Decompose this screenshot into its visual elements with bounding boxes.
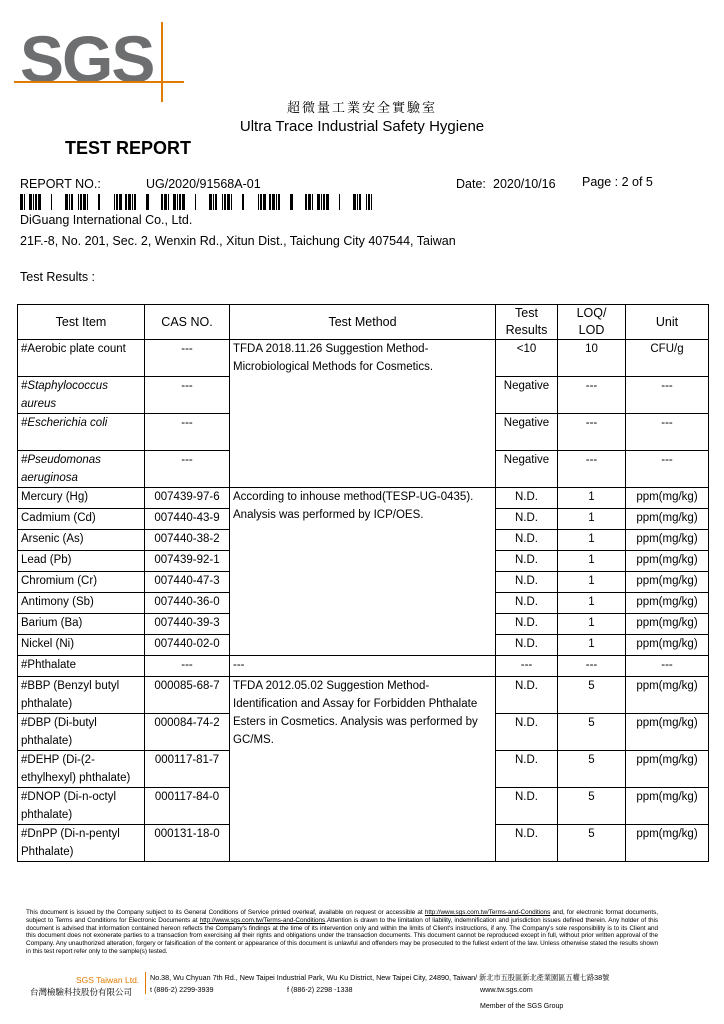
barcode-bar bbox=[357, 194, 358, 210]
cas-cell: 007440-43-9 bbox=[145, 509, 230, 530]
barcode-bar bbox=[24, 194, 25, 210]
barcode-bar bbox=[312, 194, 313, 210]
unit-cell: ppm(mg/kg) bbox=[626, 635, 709, 656]
barcode-bar bbox=[173, 194, 176, 210]
result-cell: N.D. bbox=[496, 714, 558, 751]
barcode-bar bbox=[35, 194, 37, 210]
barcode-bar bbox=[33, 194, 34, 210]
loq-cell: 1 bbox=[558, 593, 626, 614]
barcode-bar bbox=[263, 194, 266, 210]
barcode-bar bbox=[222, 194, 223, 210]
barcode-bar bbox=[116, 194, 118, 210]
unit-cell: --- bbox=[626, 414, 709, 451]
unit-cell: --- bbox=[626, 377, 709, 414]
unit-cell: ppm(mg/kg) bbox=[626, 788, 709, 825]
header-test-method: Test Method bbox=[230, 305, 496, 340]
unit-cell: ppm(mg/kg) bbox=[626, 825, 709, 862]
result-cell: <10 bbox=[496, 340, 558, 377]
method-cell: --- bbox=[230, 656, 496, 677]
company-name: DiGuang International Co., Ltd. bbox=[20, 213, 193, 227]
method-cell: TFDA 2012.05.02 Suggestion Method-Identification and Assay for Forbidden Phthalate Esters in Cosmetics. Analysis was performed by GC/MS. bbox=[230, 677, 496, 862]
lab-name-cn: 超微量工業安全實驗室 bbox=[286, 101, 437, 116]
result-cell: N.D. bbox=[496, 825, 558, 862]
footer-website[interactable]: www.tw.sgs.com bbox=[480, 985, 533, 994]
loq-cell: --- bbox=[558, 377, 626, 414]
barcode-bar bbox=[278, 194, 280, 210]
barcode-bar bbox=[321, 194, 322, 210]
barcode-bar bbox=[317, 194, 320, 210]
loq-cell: 5 bbox=[558, 825, 626, 862]
item-cell: Cadmium (Cd) bbox=[18, 509, 145, 530]
result-cell: N.D. bbox=[496, 788, 558, 825]
cas-cell: 007440-38-2 bbox=[145, 530, 230, 551]
electronic-terms-link[interactable]: http://www.sgs.com.tw/Terms-and-Conditions bbox=[199, 916, 326, 924]
footer-address: No.38, Wu Chyuan 7th Rd., New Taipei Industrial Park, Wu Ku District, New Taipei City, 24890, Taiwan/ 新北市五股區新北產業園區五權七路38號 bbox=[150, 973, 610, 982]
item-cell: Antimony (Sb) bbox=[18, 593, 145, 614]
unit-cell: ppm(mg/kg) bbox=[626, 551, 709, 572]
barcode-bar bbox=[119, 194, 122, 210]
method-cell: According to inhouse method(TESP-UG-0435). Analysis was performed by ICP/OES. bbox=[230, 488, 496, 656]
cas-cell: 007439-97-6 bbox=[145, 488, 230, 509]
barcode-bar bbox=[258, 194, 259, 210]
barcode-bar bbox=[179, 194, 181, 210]
loq-cell: 1 bbox=[558, 509, 626, 530]
unit-cell: ppm(mg/kg) bbox=[626, 572, 709, 593]
result-cell: N.D. bbox=[496, 635, 558, 656]
company-address: 21F.-8, No. 201, Sec. 2, Wenxin Rd., Xitun Dist., Taichung City 407544, Taiwan bbox=[20, 234, 456, 248]
barcode-bar bbox=[339, 194, 340, 210]
test-results-label: Test Results : bbox=[20, 270, 96, 284]
barcode-bar bbox=[209, 194, 212, 210]
loq-cell: 1 bbox=[558, 551, 626, 572]
barcode-bar bbox=[20, 194, 23, 210]
barcode-bar bbox=[366, 194, 367, 210]
page-number: Page : 2 of 5 bbox=[582, 175, 653, 189]
item-cell: #DnPP (Di-n-pentyl Phthalate) bbox=[18, 825, 145, 862]
footer-fax: f (886-2) 2298 -1338 bbox=[287, 985, 353, 994]
item-cell: Arsenic (As) bbox=[18, 530, 145, 551]
cas-cell: 000117-81-7 bbox=[145, 751, 230, 788]
barcode-bar bbox=[80, 194, 82, 210]
barcode-bar bbox=[164, 194, 167, 210]
results-table bbox=[17, 304, 709, 862]
barcode-bar bbox=[168, 194, 169, 210]
footer-disclaimer: This document is issued by the Company subject to its General Conditions of Service printed overleaf, available on request or accessible at http://www.sgs.com.tw/Terms-and-Conditions and, for electronic format documents, subject to Terms and Conditions for Electronic Documents at http://www.sgs.com.tw/Terms-and-Conditions.Attention is drawn to the limitation of liability, indemnification and jurisdiction issues defined therein. Any holder of this document is advised that information contained hereon reflects the Company's findings at the time of its intervention only and within the limits of Client's instructions, if any. The Company's sole responsibility is to its Client and this document does not exonerate parties to a transaction from exercising all their rights and obligations under the transaction documents. This document cannot be reproduced except in full, without prior written approval of the Company. Any unauthorized alteration, forgery or falsification of the content or appearance of this document is unlawful and offenders may be prosecuted to the fullest extent of the law. Unless otherwise stated the results shown in this test report refer only to the sample(s) tested. bbox=[26, 909, 659, 955]
cas-cell: 000084-74-2 bbox=[145, 714, 230, 751]
barcode-bar bbox=[98, 194, 100, 210]
date-value: 2020/10/16 bbox=[493, 177, 556, 191]
unit-cell: CFU/g bbox=[626, 340, 709, 377]
item-cell: #DNOP (Di-n-octyl phthalate) bbox=[18, 788, 145, 825]
unit-cell: ppm(mg/kg) bbox=[626, 593, 709, 614]
result-cell: N.D. bbox=[496, 509, 558, 530]
barcode-bar bbox=[326, 194, 329, 210]
barcode-bar bbox=[242, 194, 244, 210]
barcode-bar bbox=[182, 194, 185, 210]
header-cas-no: CAS NO. bbox=[145, 305, 230, 340]
loq-cell: 5 bbox=[558, 751, 626, 788]
table-row bbox=[18, 488, 709, 509]
report-no-value: UG/2020/91568A-01 bbox=[146, 177, 261, 191]
result-cell: Negative bbox=[496, 451, 558, 488]
barcode-bar bbox=[231, 194, 232, 210]
item-cell: #Pseudomonas aeruginosa bbox=[18, 451, 145, 488]
barcode-bar bbox=[308, 194, 311, 210]
loq-cell: 1 bbox=[558, 614, 626, 635]
result-cell: Negative bbox=[496, 377, 558, 414]
item-cell: #Phthalate bbox=[18, 656, 145, 677]
item-cell: #Aerobic plate count bbox=[18, 340, 145, 377]
loq-cell: --- bbox=[558, 414, 626, 451]
cas-cell: --- bbox=[145, 340, 230, 377]
unit-cell: --- bbox=[626, 451, 709, 488]
barcode-bar bbox=[87, 194, 88, 210]
result-cell: N.D. bbox=[496, 551, 558, 572]
item-cell: #DEHP (Di-(2-ethylhexyl) phthalate) bbox=[18, 751, 145, 788]
barcode-bar bbox=[272, 194, 275, 210]
terms-link[interactable]: http://www.sgs.com.tw/Terms-and-Conditions bbox=[424, 909, 551, 916]
loq-cell: 1 bbox=[558, 635, 626, 656]
unit-cell: ppm(mg/kg) bbox=[626, 714, 709, 751]
barcode-bar bbox=[195, 194, 196, 210]
loq-cell: 1 bbox=[558, 488, 626, 509]
loq-cell: 1 bbox=[558, 530, 626, 551]
loq-cell: 5 bbox=[558, 788, 626, 825]
barcode-bar bbox=[83, 194, 86, 210]
loq-cell: 1 bbox=[558, 572, 626, 593]
barcode-bar bbox=[368, 194, 370, 210]
result-cell: N.D. bbox=[496, 593, 558, 614]
barcode-bar bbox=[134, 194, 136, 210]
barcode-bar bbox=[371, 194, 372, 210]
result-cell: N.D. bbox=[496, 530, 558, 551]
loq-cell: 5 bbox=[558, 677, 626, 714]
barcode-bar bbox=[290, 194, 293, 210]
unit-cell: ppm(mg/kg) bbox=[626, 530, 709, 551]
cas-cell: 007439-92-1 bbox=[145, 551, 230, 572]
barcode-bar bbox=[114, 194, 115, 210]
item-cell: Chromium (Cr) bbox=[18, 572, 145, 593]
unit-cell: ppm(mg/kg) bbox=[626, 614, 709, 635]
date-label: Date: bbox=[456, 177, 486, 191]
barcode-bar bbox=[213, 194, 214, 210]
unit-cell: ppm(mg/kg) bbox=[626, 677, 709, 714]
unit-cell: --- bbox=[626, 656, 709, 677]
loq-cell: 10 bbox=[558, 340, 626, 377]
sgs-logo bbox=[14, 22, 184, 102]
company-name-cn: 台灣檢驗科技股份有限公司 bbox=[30, 988, 133, 998]
barcode-bar bbox=[224, 194, 226, 210]
unit-cell: ppm(mg/kg) bbox=[626, 488, 709, 509]
header-unit: Unit bbox=[626, 305, 709, 340]
barcode-bar bbox=[227, 194, 230, 210]
barcode-bar bbox=[177, 194, 178, 210]
barcode-bar bbox=[353, 194, 356, 210]
result-cell: N.D. bbox=[496, 751, 558, 788]
item-cell: Barium (Ba) bbox=[18, 614, 145, 635]
footer-member: Member of the SGS Group bbox=[480, 1003, 564, 1010]
sgs-taiwan-name: SGS Taiwan Ltd. bbox=[76, 975, 140, 985]
result-cell: N.D. bbox=[496, 614, 558, 635]
item-cell: #DBP (Di-butyl phthalate) bbox=[18, 714, 145, 751]
lab-name-en: Ultra Trace Industrial Safety Hygiene bbox=[239, 118, 485, 135]
barcode-bar bbox=[128, 194, 131, 210]
loq-cell: --- bbox=[558, 451, 626, 488]
barcode-bar bbox=[305, 194, 307, 210]
loq-cell: 5 bbox=[558, 714, 626, 751]
header-loq-lod: LOQ/ LOD bbox=[558, 305, 626, 340]
item-cell: Lead (Pb) bbox=[18, 551, 145, 572]
barcode-bar bbox=[132, 194, 133, 210]
barcode-bar bbox=[260, 194, 262, 210]
barcode-bar bbox=[276, 194, 277, 210]
cas-cell: --- bbox=[145, 377, 230, 414]
result-cell: N.D. bbox=[496, 677, 558, 714]
item-cell: #BBP (Benzyl butyl phthalate) bbox=[18, 677, 145, 714]
item-cell: Mercury (Hg) bbox=[18, 488, 145, 509]
result-cell: N.D. bbox=[496, 572, 558, 593]
table-row bbox=[18, 656, 709, 677]
footer-divider bbox=[145, 972, 146, 994]
barcode-bar bbox=[269, 194, 271, 210]
report-title: TEST REPORT bbox=[65, 138, 192, 158]
table-row bbox=[18, 340, 709, 377]
barcode-bar bbox=[161, 194, 163, 210]
barcode-bar bbox=[146, 194, 149, 210]
report-no-label: REPORT NO.: bbox=[20, 177, 101, 191]
barcode bbox=[20, 194, 372, 210]
barcode-bar bbox=[125, 194, 127, 210]
cas-cell: 007440-36-0 bbox=[145, 593, 230, 614]
cas-cell: --- bbox=[145, 656, 230, 677]
item-cell: #Staphylococcus aureus bbox=[18, 377, 145, 414]
barcode-bar bbox=[51, 194, 52, 210]
barcode-bar bbox=[38, 194, 41, 210]
table-row bbox=[18, 677, 709, 714]
header-test-results: Test Results bbox=[496, 305, 558, 340]
barcode-bar bbox=[71, 194, 73, 210]
barcode-bar bbox=[69, 194, 70, 210]
cas-cell: --- bbox=[145, 414, 230, 451]
cas-cell: 007440-39-3 bbox=[145, 614, 230, 635]
cas-cell: 007440-02-0 bbox=[145, 635, 230, 656]
sgs-logo-text: SGS bbox=[20, 22, 154, 96]
cas-cell: 000085-68-7 bbox=[145, 677, 230, 714]
result-cell: Negative bbox=[496, 414, 558, 451]
barcode-bar bbox=[359, 194, 361, 210]
cas-cell: 000131-18-0 bbox=[145, 825, 230, 862]
item-cell: Nickel (Ni) bbox=[18, 635, 145, 656]
barcode-bar bbox=[29, 194, 32, 210]
barcode-bar bbox=[65, 194, 68, 210]
header-test-item: Test Item bbox=[18, 305, 145, 340]
item-cell: #Escherichia coli bbox=[18, 414, 145, 451]
loq-cell: --- bbox=[558, 656, 626, 677]
barcode-bar bbox=[215, 194, 217, 210]
barcode-bar bbox=[78, 194, 79, 210]
cas-cell: 000117-84-0 bbox=[145, 788, 230, 825]
cas-cell: 007440-47-3 bbox=[145, 572, 230, 593]
result-cell: N.D. bbox=[496, 488, 558, 509]
method-cell: TFDA 2018.11.26 Suggestion Method-Microbiological Methods for Cosmetics. bbox=[230, 340, 496, 488]
table-header-row bbox=[18, 305, 709, 340]
unit-cell: ppm(mg/kg) bbox=[626, 751, 709, 788]
cas-cell: --- bbox=[145, 451, 230, 488]
unit-cell: ppm(mg/kg) bbox=[626, 509, 709, 530]
result-cell: --- bbox=[496, 656, 558, 677]
footer-tel: t (886-2) 2299-3939 bbox=[150, 985, 214, 994]
barcode-bar bbox=[323, 194, 325, 210]
